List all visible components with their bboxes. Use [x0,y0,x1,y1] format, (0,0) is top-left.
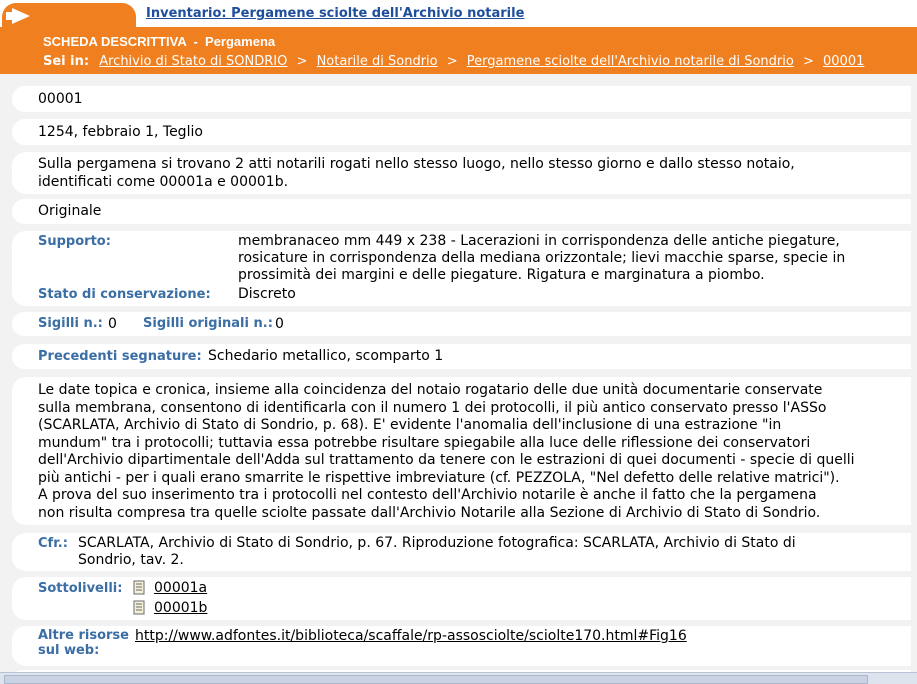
identifier-row [12,86,911,112]
notes-line-3: (SCARLATA, Archivio di Stato di Sondrio, p. 68). E' evidente l'anomalia dell'inclusione di una estrazione "in [38,417,782,433]
conservation-label: Stato di conservazione: [38,287,211,302]
original-seals-label: Sigilli originali n.: [143,316,273,331]
document-icon [132,600,146,615]
breadcrumb-archivio[interactable]: Archivio di Stato di SONDRIO [99,54,288,69]
notes-line-1: Le date topica e cronica, insieme alla coincidenza del notaio rogatario delle due unità documentarie conservate [38,382,823,398]
document-icon [132,580,146,595]
support-line-2: rosicature in corrispondenza della mediana orizzontale; lievi macchie sparse, specie in [238,250,846,266]
breadcrumb-current[interactable]: 00001 [823,54,865,69]
record-identifier: 00001 [38,91,83,107]
orange-tab [2,3,136,27]
breadcrumb-label: Sei in: [43,54,90,69]
content-line-2: identificati come 00001a e 00001b. [38,174,289,190]
previous-signatures-label: Precedenti segnature: [38,349,202,364]
top-tab-row [0,0,917,27]
previous-signatures-value: Schedario metallico, scomparto 1 [208,348,444,364]
record-date: 1254, febbraio 1, Teglio [38,124,203,140]
seals-value: 0 [108,316,117,332]
notes-line-8: non risulta compresa tra quelle sciolte passate dall'Archivio Notarile alla Sezione di Archivio di Stato di Sondrio. [38,504,821,521]
web-resources-label-1: Altre risorse [38,628,129,643]
sublevels-label: Sottolivelli: [38,581,123,596]
support-line-3: prossimità dei margini e delle piegature. Rigatura e marginatura a piombo. [238,267,765,283]
page-title: SCHEDA DESCRITTIVA - Pergamena [43,34,276,49]
support-row [12,231,911,306]
web-resources-label-2: sul web: [38,643,100,658]
seals-label: Sigilli n.: [38,316,103,331]
previous-signatures-row [12,344,911,369]
notes-line-5: dell'Archivio dipartimentale dell'Adda sul trattamento da tenere con le estrazioni di quei documenti - specie di quelli [38,452,855,468]
page-header [0,27,917,74]
cfr-label: Cfr.: [38,536,68,551]
sublevel-link-00001a[interactable]: 00001a [154,580,208,596]
conservation-value: Discreto [238,286,296,302]
arrow-right-icon [12,8,30,24]
cfr-row [12,533,911,571]
record-content [0,74,917,672]
notes-row [12,377,911,525]
notes-line-2: sulla membrana, consentono di identificarla con il numero 1 dei protocolli, il più antico conservato presso l'ASSo [38,399,827,416]
support-label: Supporto: [38,234,111,249]
cfr-line-2: Sondrio, tav. 2. [78,552,184,568]
notes-line-6: più antichi - per i quali erano smarrite le rispettive imbreviature (cf. PEZZOLA, "Nel defetto delle relative matrici"). [38,469,840,486]
inventory-link[interactable]: Inventario: Pergamene sciolte dell'Archivio notarile [146,6,525,21]
horizontal-scrollbar[interactable] [0,672,917,684]
content-row [12,152,911,194]
original-seals-value: 0 [275,316,284,332]
notes-line-4: mundum" tra i protocolli; tuttavia essa potrebbe risultare spiegabile alla luce delle riflessione dei conservatori [38,434,811,451]
sublevel-item [132,579,207,597]
breadcrumb-separator: > [446,54,458,69]
notes-line-7: A prova del suo inserimento tra i protocolli nel contesto dell'Archivio notarile è anche il fatto che la pergamena [38,487,817,503]
sublevel-link-00001b[interactable]: 00001b [154,600,208,616]
sublevels-row [12,577,911,620]
seals-row [12,312,911,336]
cfr-line-1: SCARLATA, Archivio di Stato di Sondrio, p. 67. Riproduzione fotografica: SCARLATA, Archivio di Stato di [78,535,796,551]
support-line-1: membranaceo mm 449 x 238 - Lacerazioni in corrispondenza delle antiche piegature, [238,233,840,249]
breadcrumb [43,54,864,69]
web-resources-row [12,626,911,666]
breadcrumb-notarile[interactable]: Notarile di Sondrio [316,54,438,69]
tradition-row [12,199,911,224]
tradition-value: Originale [38,203,102,219]
web-resource-link[interactable]: http://www.adfontes.it/biblioteca/scaffale/rp-assosciolte/sciolte170.html#Fig16 [135,628,687,644]
sublevel-item [132,599,207,617]
date-row [12,119,911,145]
breadcrumb-separator: > [296,54,308,69]
breadcrumb-separator: > [802,54,814,69]
breadcrumb-pergamene[interactable]: Pergamene sciolte dell'Archivio notarile di Sondrio [466,54,794,69]
content-line-1: Sulla pergamena si trovano 2 atti notarili rogati nello stesso luogo, nello stesso giorno e dallo stesso notaio, [38,156,795,172]
